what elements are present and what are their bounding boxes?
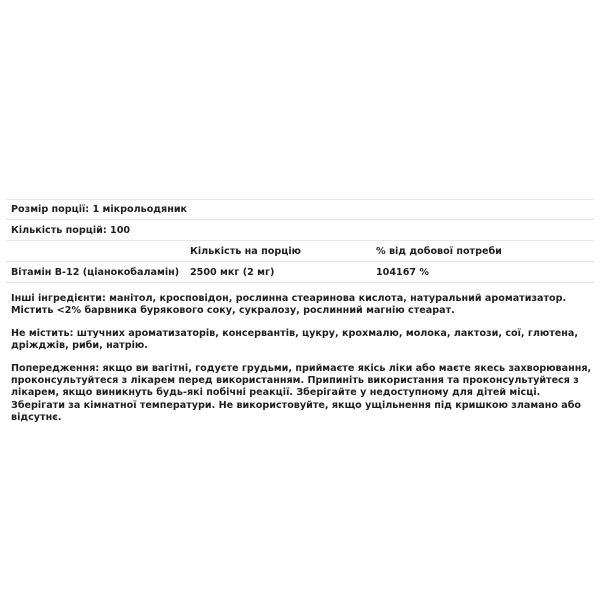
nutrient-name: Вітамін B-12 (ціанокобаламін)	[11, 266, 180, 278]
nutrient-daily-value: 104167 %	[376, 266, 430, 278]
table-row	[6, 262, 594, 283]
header-daily-value: % від добової потреби	[376, 245, 502, 257]
header-amount-per-serving: Кількість на порцію	[190, 245, 301, 257]
serving-size-row	[6, 199, 594, 220]
table-header-row	[6, 241, 594, 262]
warning-text: Попередження: якщо ви вагітні, годуєте грудьми, приймаєте якісь ліки або маєте якесь захворювання, проконсультуйтеся з лікарем перед використанням. Припиніть використання та проконсультуйтеся з лікарем, якщо виникнуть будь-які побічні реакції. Зберігайте у недоступному для дітей місці. Зберігати за кімнатної температури. Не використовуйте, якщо ущільнення під кришкою зламано або відсутнє.	[11, 362, 592, 424]
serving-size-label: Розмір порції: 1 мікрольодяник	[11, 204, 188, 215]
other-ingredients-text: Інші інгредієнти: манітол, кросповідон, рослинна стеаринова кислота, натуральний ароматизатор. Містить <2% барвника бурякового соку, сукралозу, рослинний магнію стеарат.	[11, 293, 567, 317]
free-from-text: Не містить: штучних ароматизаторів, консервантів, цукру, крохмалю, молока, лактози, сої, глютена, дріжджів, риби, натрію.	[11, 327, 579, 352]
nutrient-amount: 2500 мкг (2 мг)	[190, 266, 275, 278]
servings-count-label: Кількість порцій: 100	[11, 224, 131, 236]
servings-count-row	[6, 220, 594, 241]
supplement-facts-panel	[6, 199, 594, 425]
